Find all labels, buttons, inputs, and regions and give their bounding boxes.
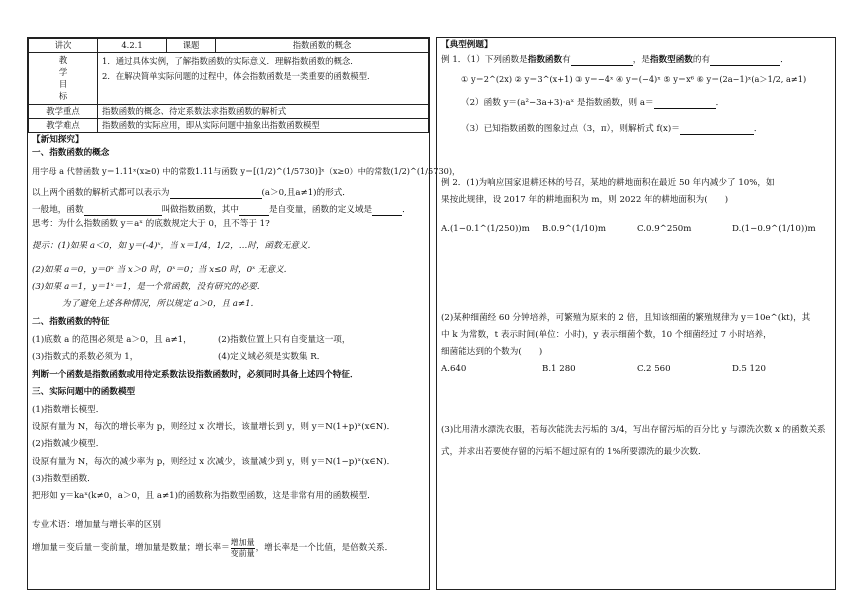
example-1-options: ① y＝2^(2x) ② y＝3^(x+1) ③ y＝−4ˣ ④ y＝(−4)ˣ ⑤ y＝x⁶ ⑥ y＝(2a−1)ˣ(a＞1/2, a≠1) bbox=[461, 74, 807, 84]
example-2-option-a: A.(1−0.1^(1/250))m bbox=[441, 224, 530, 234]
model-2-title: (2)指数减少模型． bbox=[32, 439, 105, 449]
feature-1: (1)底数 a 的范围必须是 a＞0，且 a≠1， bbox=[32, 335, 192, 345]
goal-text: 1．通过具体实例，了解指数函数的实际意义．理解指数函数的概念． 2．在解决简单实际问题的过程中，体会指数函数是一类重要的函数模型． bbox=[98, 52, 429, 104]
example-3-line-2: 中 k 为常数，t 表示时间(单位：小时)，y 表示细菌个数，10 个细菌经过 7 小时培养， bbox=[441, 330, 772, 340]
concept-paragraph-1: 用字母 a 代替函数 y＝1.11ˣ(x≥0) 中的常数1.11与函数 y＝[(1/2)^(1/5730)]ˣ（x≥0）中的常数(1/2)^(1/5730)， bbox=[32, 166, 461, 176]
example-1-part-2: （2）函数 y＝(a²−3a+3)·aˣ 是指数函数，则 a＝ ． bbox=[461, 98, 725, 108]
header-cell-topic: 指数函数的概念 bbox=[216, 39, 429, 53]
think-question: 思考：为什么指数函数 y＝aˣ 的底数规定大于 0，且不等于 1? bbox=[32, 219, 270, 229]
example-3-option-c: C.2 560 bbox=[637, 364, 671, 374]
feature-2: (2)指数位置上只有自变量这一项， bbox=[218, 335, 351, 345]
example-2-option-c: C.0.9^250m bbox=[637, 224, 692, 234]
difficulty-label: 教学难点 bbox=[29, 118, 98, 132]
judge-note: 判断一个函数是指数函数或用待定系数法设指数函数时，必须同时具备上述四个特征． bbox=[32, 370, 359, 380]
hint-4: 为了避免上述各种情况，所以规定 a＞0，且 a≠1． bbox=[62, 299, 260, 309]
example-2-line-2: 果按此规律，设 2017 年的耕地面积为 m，则 2022 年的耕地面积为( ) bbox=[441, 195, 729, 205]
key-label: 教学重点 bbox=[29, 104, 98, 118]
concept-paragraph-2: 以上两个函数的解析式都可以表示为 (a＞0,且a≠1)的形式． bbox=[32, 188, 351, 198]
example-4-line-2: 式，并求出若要使存留的污垢不超过原有的 1%所要漂洗的最少次数． bbox=[441, 447, 707, 457]
feature-3: (3)指数式的系数必须为 1， bbox=[32, 352, 139, 362]
example-4-line-1: (3)比用清水漂洗衣服，若每次能洗去污垢的 3/4，写出存留污垢的百分比 y 与漂洗次数 x 的函数关系 bbox=[441, 425, 826, 435]
feature-4: (4)定义域必须是实数集 R． bbox=[218, 352, 326, 362]
example-3-option-a: A.640 bbox=[441, 364, 467, 374]
example-2-option-d: D.(1−0.9^(1/10))m bbox=[732, 224, 816, 234]
hint-2: (2)如果 a＝0，y＝0ˣ 当 x＞0 时，0ˣ＝0；当 x≤0 时，0ˣ 无意义． bbox=[32, 265, 293, 275]
term-text: 增加量＝变后量－变前量，增加量是数量；增长率＝ 增加量 变前量 ，增长率是一个比值，是倍数关系． bbox=[32, 538, 394, 558]
term-title: 专业术语：增加量与增长率的区别 bbox=[32, 520, 161, 530]
section-2-title: 二、指数函数的特征 bbox=[32, 317, 110, 327]
model-1-title: (1)指数增长模型． bbox=[32, 405, 105, 415]
example-3-line-3: 细菌能达到的个数为( ) bbox=[441, 347, 543, 357]
header-cell-number: 4.2.1 bbox=[98, 39, 167, 53]
definition-line: 一般地，函数 叫做指数函数，其中 是自变量，函数的定义域是 ． bbox=[32, 205, 411, 215]
model-1-text: 设原有量为 N，每次的增长率为 p，则经过 x 次增长，该量增长到 y，则 y＝N(1+p)ˣ(x∈N)． bbox=[32, 422, 396, 432]
example-1-question: 例 1．（1）下列函数是指数函数有 ，是指数型函数的有 ． bbox=[441, 55, 789, 65]
section-3-title: 三、实际问题中的函数模型 bbox=[32, 387, 136, 397]
section-1-title: 一、指数函数的概念 bbox=[32, 148, 110, 158]
example-3-option-b: B.1 280 bbox=[542, 364, 576, 374]
example-2-option-b: B.0.9^(1/10)m bbox=[542, 224, 607, 234]
examples-title: 【典型例题】 bbox=[441, 40, 493, 50]
new-section-title: 【新知探究】 bbox=[32, 135, 84, 145]
header-cell-lecture: 讲次 bbox=[29, 39, 98, 53]
example-3-option-d: D.5 120 bbox=[732, 364, 766, 374]
goal-label: 教 学 目 标 bbox=[29, 52, 98, 104]
right-panel bbox=[436, 37, 836, 590]
lesson-header-table bbox=[28, 38, 429, 133]
key-text: 指数函数的概念、待定系数法求指数函数的解析式 bbox=[98, 104, 429, 118]
model-3-text: 把形如 y＝kaˣ(k≠0，a＞0，且 a≠1)的函数称为指数型函数，这是非常有用的函数模型． bbox=[32, 491, 376, 501]
model-2-text: 设原有量为 N，每次的减少率为 p，则经过 x 次减少，该量减少到 y，则 y＝N(1−p)ˣ(x∈N)． bbox=[32, 457, 396, 467]
hint-3: (3)如果 a＝1，y＝1ˣ＝1，是一个常函数，没有研究的必要． bbox=[32, 282, 266, 292]
hint-1: 提示：(1)如果 a＜0，如 y＝(-4)ˣ，当 x＝1/4，1/2，…时，函数无意义． bbox=[32, 241, 317, 251]
example-3-line-1: (2)某种细菌经 60 分钟培养，可繁殖为原来的 2 倍，且知该细菌的繁殖规律为 y＝10e^(kt)，其 bbox=[441, 313, 811, 323]
example-2-line-1: 例 2．(1)为响应国家退耕还林的号召，某地的耕地面积在最近 50 年内减少了 10%，如 bbox=[441, 178, 775, 188]
model-3-title: (3)指数型函数． bbox=[32, 474, 96, 484]
header-cell-topic-label: 课题 bbox=[167, 39, 216, 53]
example-1-part-3: （3）已知指数函数的图象过点（3，π），则解析式 f(x)＝ ． bbox=[461, 124, 763, 134]
difficulty-text: 指数函数的实际应用，即从实际问题中抽象出指数函数模型 bbox=[98, 118, 429, 132]
